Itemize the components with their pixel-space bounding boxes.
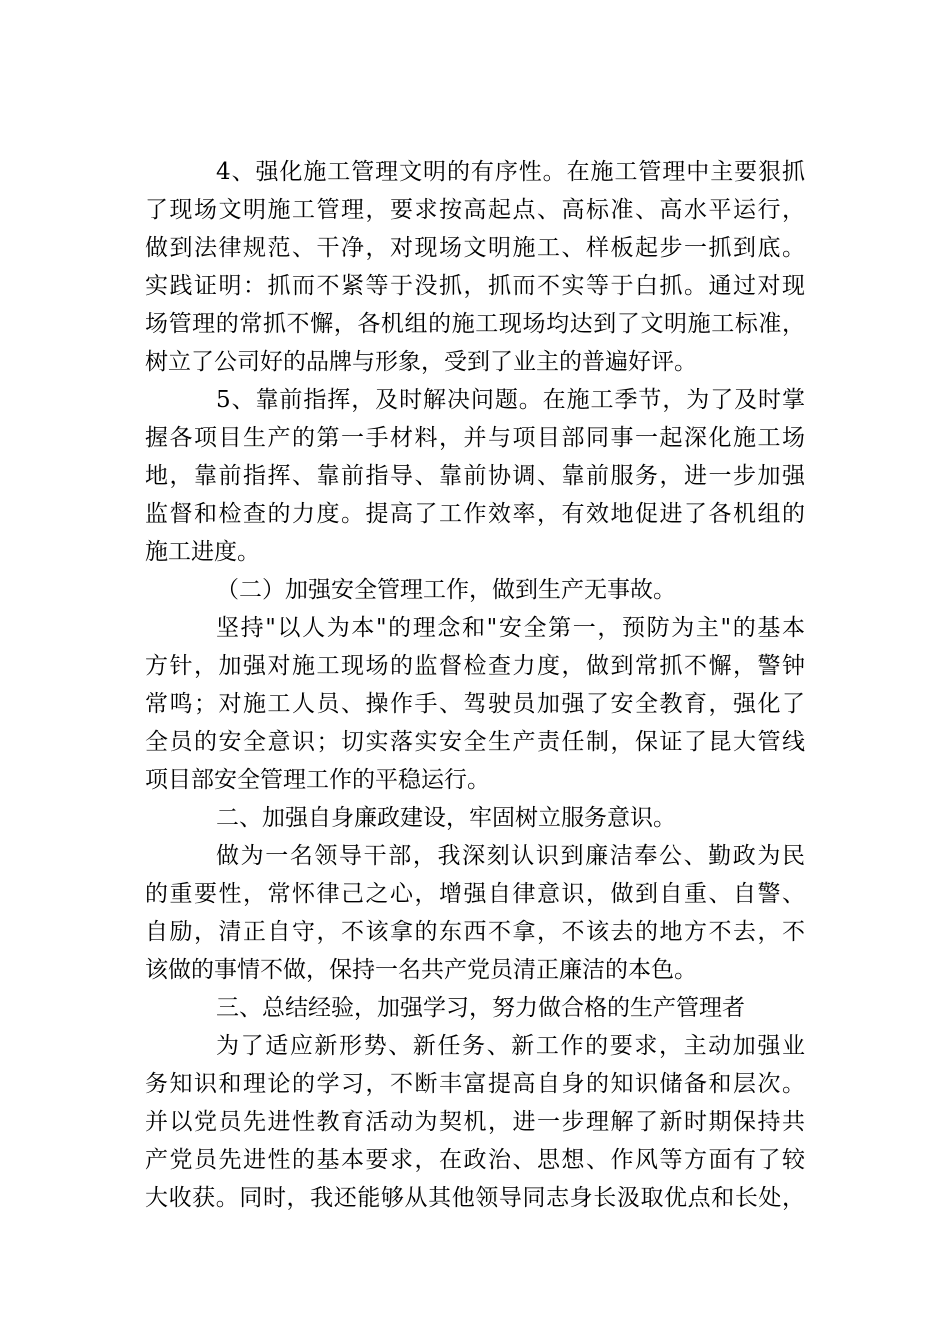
section-heading-safety: （二）加强安全管理工作，做到生产无事故。 (216, 577, 676, 603)
paragraph-integrity-line-4: 该做的事情不做，保持一名共产党员清正廉洁的本色。 (145, 957, 697, 983)
paragraph-5-line-4: 监督和检查的力度。提高了工作效率，有效地促进了各机组的 (145, 501, 805, 527)
document-body (145, 153, 805, 1217)
paragraph-4-line-1: 4、强化施工管理文明的有序性。在施工管理中主要狠抓 (216, 159, 805, 185)
paragraph-5-line-5: 施工进度。 (145, 539, 260, 565)
paragraph-learning-line-2: 务知识和理论的学习，不断丰富提高自身的知识储备和层次。 (145, 1071, 805, 1097)
paragraph-4-line-2: 了现场文明施工管理，要求按高起点、高标准、高水平运行， (145, 197, 805, 223)
paragraph-integrity-line-3: 自励，清正自守，不该拿的东西不拿，不该去的地方不去，不 (145, 919, 805, 945)
paragraph-integrity-line-2: 的重要性，常怀律己之心，增强自律意识，做到自重、自警、 (145, 881, 805, 907)
paragraph-learning-line-5: 大收获。同时，我还能够从其他领导同志身长汲取优点和长处， (145, 1185, 805, 1211)
section-heading-learning: 三、总结经验，加强学习，努力做合格的生产管理者 (216, 995, 745, 1021)
paragraph-safety-line-2: 方针，加强对施工现场的监督检查力度，做到常抓不懈，警钟 (145, 653, 805, 679)
paragraph-5-line-2: 握各项目生产的第一手材料，并与项目部同事一起深化施工场 (145, 425, 805, 451)
paragraph-safety-line-1: 坚持"以人为本"的理念和"安全第一，预防为主"的基本 (216, 615, 805, 641)
paragraph-4-line-6: 树立了公司好的品牌与形象，受到了业主的普遍好评。 (145, 349, 697, 375)
paragraph-4-line-5: 场管理的常抓不懈，各机组的施工现场均达到了文明施工标准， (145, 311, 805, 337)
section-heading-integrity: 二、加强自身廉政建设，牢固树立服务意识。 (216, 805, 676, 831)
paragraph-integrity-line-1: 做为一名领导干部，我深刻认识到廉洁奉公、勤政为民 (216, 843, 805, 869)
paragraph-safety-line-5: 项目部安全管理工作的平稳运行。 (145, 767, 490, 793)
paragraph-4-line-4: 实践证明：抓而不紧等于没抓，抓而不实等于白抓。通过对现 (145, 273, 805, 299)
paragraph-5-line-1: 5、靠前指挥，及时解决问题。在施工季节，为了及时掌 (216, 387, 805, 413)
paragraph-safety-line-4: 全员的安全意识；切实落实安全生产责任制，保证了昆大管线 (145, 729, 805, 755)
paragraph-learning-line-3: 并以党员先进性教育活动为契机，进一步理解了新时期保持共 (145, 1109, 805, 1135)
paragraph-learning-line-1: 为了适应新形势、新任务、新工作的要求，主动加强业 (216, 1033, 805, 1059)
paragraph-4-line-3: 做到法律规范、干净，对现场文明施工、样板起步一抓到底。 (145, 235, 805, 261)
paragraph-safety-line-3: 常鸣；对施工人员、操作手、驾驶员加强了安全教育，强化了 (145, 691, 805, 717)
paragraph-learning-line-4: 产党员先进性的基本要求，在政治、思想、作风等方面有了较 (145, 1147, 805, 1173)
paragraph-5-line-3: 地，靠前指挥、靠前指导、靠前协调、靠前服务，进一步加强 (145, 463, 805, 489)
